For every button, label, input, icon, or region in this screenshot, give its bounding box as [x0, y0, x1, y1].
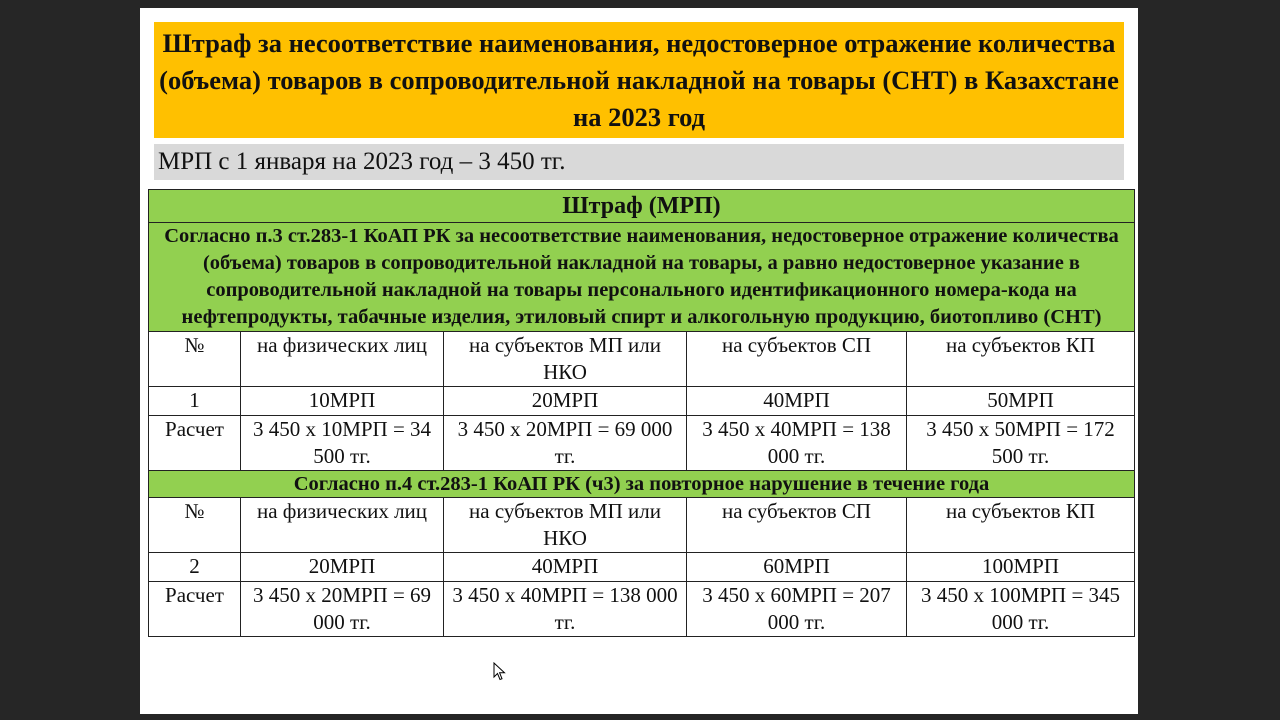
col-header-number: №: [149, 498, 241, 553]
section1-column-headers: [149, 332, 1135, 387]
table-row: [149, 387, 1135, 416]
col-header-medium-business: на субъектов СП: [687, 498, 907, 553]
table-cell: Расчет: [149, 582, 241, 637]
table-cell: 40МРП: [444, 553, 687, 582]
table-cell: 2: [149, 553, 241, 582]
table-cell: 100МРП: [907, 553, 1135, 582]
col-header-large-business: на субъектов КП: [907, 332, 1135, 387]
col-header-small-business: на субъектов МП или НКО: [444, 498, 687, 553]
table-cell: 1: [149, 387, 241, 416]
document-page: [140, 8, 1138, 714]
title-banner: [154, 22, 1124, 138]
section2-description: Согласно п.4 ст.283-1 КоАП РК (ч3) за повторное нарушение в течение года: [149, 471, 1135, 498]
fines-table: [148, 189, 1135, 637]
table-cell: 40МРП: [687, 387, 907, 416]
table-cell: 3 450 х 40МРП = 138 000 тг.: [687, 416, 907, 471]
table-cell: Расчет: [149, 416, 241, 471]
table-cell: 3 450 х 60МРП = 207 000 тг.: [687, 582, 907, 637]
col-header-individuals: на физических лиц: [241, 498, 444, 553]
table-cell: 3 450 х 40МРП = 138 000 тг.: [444, 582, 687, 637]
table-cell: 3 450 х 50МРП = 172 500 тг.: [907, 416, 1135, 471]
table-row: [149, 416, 1135, 471]
col-header-individuals: на физических лиц: [241, 332, 444, 387]
mrp-info: МРП с 1 января на 2023 год – 3 450 тг.: [154, 144, 1124, 180]
section1-description: Согласно п.3 ст.283-1 КоАП РК за несоответствие наименования, недостоверное отражение количества (объема) товаров в сопроводительной накладной на товары, а равно недостоверное указание в сопроводительной накладной на товары персонального идентификационного номера-кода на нефтепродукты, табачные изделия, этиловый спирт и алкогольную продукцию, биотопливо (СНТ): [149, 223, 1135, 332]
table-cell: 20МРП: [444, 387, 687, 416]
table-cell: 10МРП: [241, 387, 444, 416]
table-cell: 3 450 х 20МРП = 69 000 тг.: [444, 416, 687, 471]
col-header-number: №: [149, 332, 241, 387]
table-header: Штраф (МРП): [149, 190, 1135, 223]
table-row: [149, 582, 1135, 637]
table-cell: 50МРП: [907, 387, 1135, 416]
table-cell: 60МРП: [687, 553, 907, 582]
table-cell: 3 450 х 20МРП = 69 000 тг.: [241, 582, 444, 637]
section2-column-headers: [149, 498, 1135, 553]
table-cell: 20МРП: [241, 553, 444, 582]
col-header-small-business: на субъектов МП или НКО: [444, 332, 687, 387]
col-header-large-business: на субъектов КП: [907, 498, 1135, 553]
table-row: [149, 553, 1135, 582]
table-cell: 3 450 х 100МРП = 345 000 тг.: [907, 582, 1135, 637]
mouse-pointer-icon: [493, 662, 507, 682]
table-cell: 3 450 х 10МРП = 34 500 тг.: [241, 416, 444, 471]
col-header-medium-business: на субъектов СП: [687, 332, 907, 387]
page-title: Штраф за несоответствие наименования, недостоверное отражение количества (объема) товаров в сопроводительной накладной на товары (СНТ) в Казахстане на 2023 год: [159, 27, 1119, 132]
